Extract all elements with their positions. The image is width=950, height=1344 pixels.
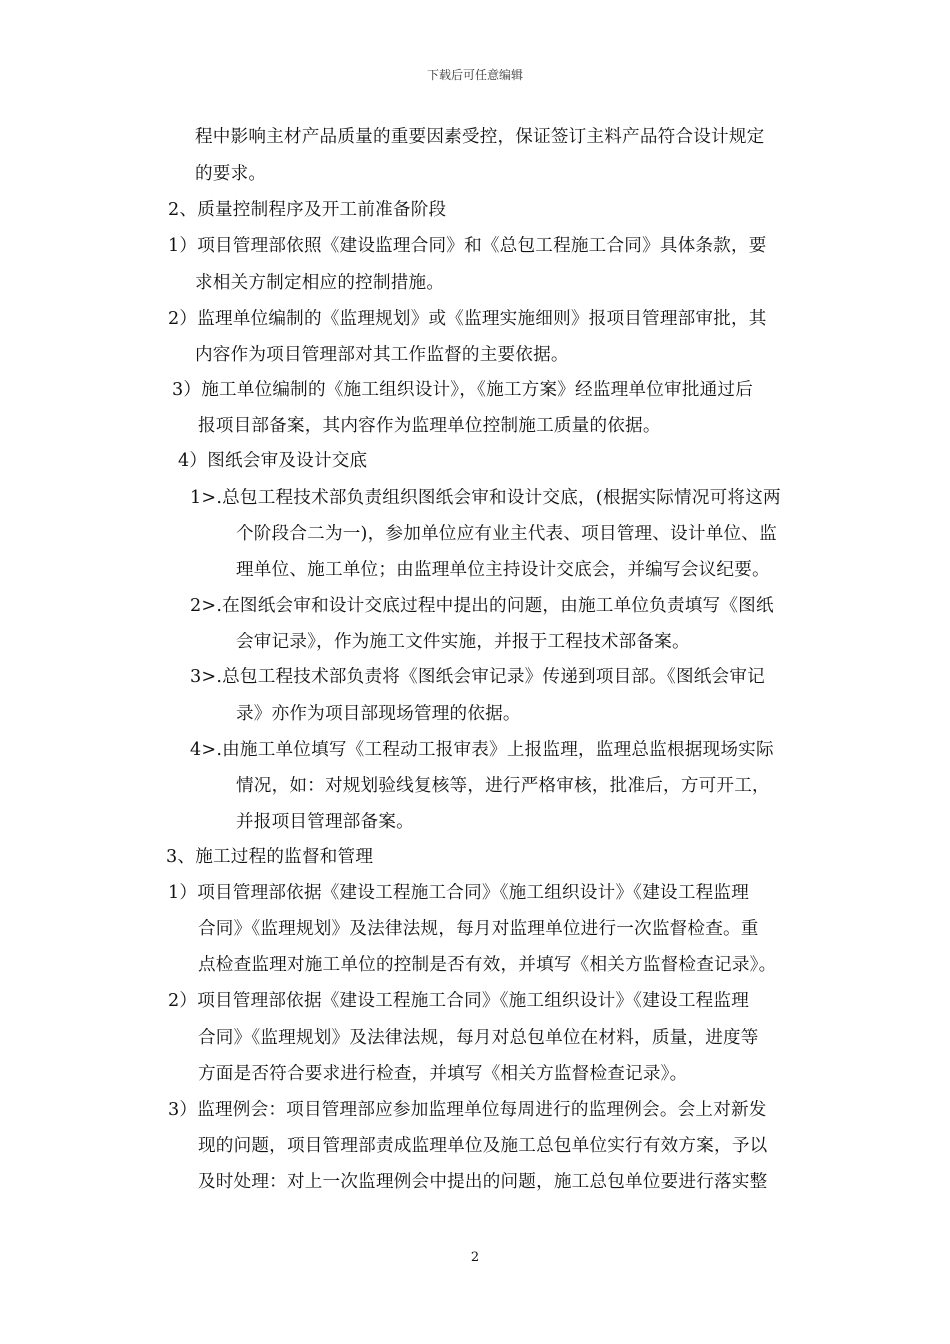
body-line: 1）项目管理部依据《建设工程施工合同》《施工组织设计》《建设工程监理: [168, 883, 749, 903]
body-line: 1>.总包工程技术部负责组织图纸会审和设计交底，(根据实际情况可将这两: [190, 488, 781, 508]
body-line: 录》亦作为项目部现场管理的依据。: [236, 704, 521, 724]
body-line: 3）施工单位编制的《施工组织设计》，《施工方案》经监理单位审批通过后: [172, 380, 753, 400]
body-line: 点检查监理对施工单位的控制是否有效，并填写《相关方监督检查记录》。: [198, 955, 777, 975]
body-line: 的要求。: [195, 164, 267, 184]
body-line: 情况，如：对规划验线复核等，进行严格审核，批准后，方可开工，: [236, 776, 770, 796]
body-line: 报项目部备案，其内容作为监理单位控制施工质量的依据。: [198, 416, 661, 436]
body-line: 合同》《监理规划》及法律法规，每月对总包单位在材料，质量，进度等: [198, 1028, 759, 1048]
body-line: 会审记录》，作为施工文件实施，并报于工程技术部备案。: [236, 632, 690, 652]
body-line: 现的问题，项目管理部责成监理单位及施工总包单位实行有效方案，予以: [198, 1136, 768, 1156]
body-line: 2）项目管理部依据《建设工程施工合同》《施工组织设计》《建设工程监理: [168, 991, 749, 1011]
sub-heading: 4）图纸会审及设计交底: [178, 451, 368, 471]
body-line: 并报项目管理部备案。: [236, 812, 414, 832]
body-line: 理单位、施工单位；由监理单位主持设计交底会，并编写会议纪要。: [236, 560, 770, 580]
body-line: 3）监理例会：项目管理部应参加监理单位每周进行的监理例会。会上对新发: [168, 1100, 767, 1120]
body-line: 内容作为项目管理部对其工作监督的主要依据。: [195, 345, 569, 365]
body-line: 程中影响主材产品质量的重要因素受控，保证签订主料产品符合设计规定: [195, 127, 765, 147]
body-line: 合同》《监理规划》及法律法规，每月对监理单位进行一次监督检查。重: [198, 919, 759, 939]
body-line: 方面是否符合要求进行检查，并填写《相关方监督检查记录》。: [198, 1064, 688, 1084]
body-line: 求相关方制定相应的控制措施。: [195, 273, 445, 293]
page-number: 2: [470, 1250, 480, 1265]
body-line: 4>.由施工单位填写《工程动工报审表》上报监理，监理总监根据现场实际: [190, 740, 774, 760]
body-line: 个阶段合二为一)，参加单位应有业主代表、项目管理、设计单位、监: [236, 524, 777, 544]
body-line: 2）监理单位编制的《监理规划》或《监理实施细则》报项目管理部审批，其: [168, 309, 767, 329]
page-header: 下载后可任意编辑: [426, 68, 523, 82]
body-line: 1）项目管理部依照《建设监理合同》和《总包工程施工合同》具体条款，要: [168, 236, 767, 256]
body-line: 及时处理：对上一次监理例会中提出的问题，施工总包单位要进行落实整: [198, 1172, 768, 1192]
section-heading: 3、施工过程的监督和管理: [166, 847, 374, 867]
section-heading: 2、质量控制程序及开工前准备阶段: [168, 200, 447, 220]
body-line: 2>.在图纸会审和设计交底过程中提出的问题，由施工单位负责填写《图纸: [190, 596, 774, 616]
body-line: 3>.总包工程技术部负责将《图纸会审记录》传递到项目部。《图纸会审记: [190, 667, 765, 687]
